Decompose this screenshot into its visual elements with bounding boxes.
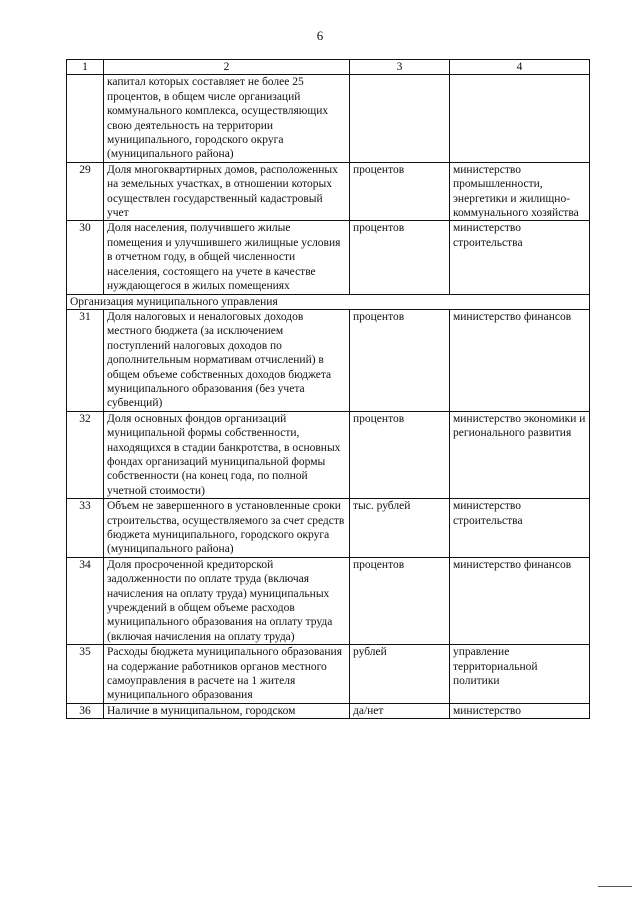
header-col-1: 1: [67, 60, 104, 75]
section-heading: Организация муниципального управления: [67, 294, 590, 309]
responsible-text: управление территориальной политики: [450, 645, 590, 704]
table-row: [67, 557, 590, 644]
footer-rule: [598, 886, 632, 887]
table-row: [67, 411, 590, 498]
indicator-text: капитал которых составляет не более 25 процентов, в общем числе организаций коммунального комплекса, осуществляющих свою деятельность на территории муниципального, городского округа (муниципального района): [104, 75, 350, 162]
table-row: [67, 645, 590, 704]
unit-text: тыс. рублей: [350, 499, 450, 558]
indicator-text: Доля налоговых и неналоговых доходов местного бюджета (за исключением поступлений налоговых доходов по дополнительным нормативам отчислений) в общем объеме собственных доходов бюджета муниципального образования (без учета субвенций): [104, 309, 350, 411]
row-number: 36: [67, 703, 104, 718]
responsible-text: министерство финансов: [450, 557, 590, 644]
row-number: 34: [67, 557, 104, 644]
row-number: 31: [67, 309, 104, 411]
header-col-4: 4: [450, 60, 590, 75]
indicator-text: Доля основных фондов организаций муниципальной формы собственности, находящихся в стадии банкротства, в основных фондах организаций муниципальной формы собственности (на конец года, по полной учетной стоимости): [104, 411, 350, 498]
row-number: [67, 75, 104, 162]
row-number: 35: [67, 645, 104, 704]
row-number: 29: [67, 162, 104, 221]
indicators-table: [66, 59, 590, 719]
row-number: 30: [67, 221, 104, 294]
header-row: [67, 60, 590, 75]
unit-text: процентов: [350, 557, 450, 644]
responsible-text: министерство финансов: [450, 309, 590, 411]
indicator-text: Доля просроченной кредиторской задолженности по оплате труда (включая начисления на оплату труда) муниципальных учреждений в общем объеме расходов муниципального образования на оплату труда (включая начисления на оплату труда): [104, 557, 350, 644]
table-row: [67, 703, 590, 718]
responsible-text: министерство строительства: [450, 221, 590, 294]
indicator-text: Расходы бюджета муниципального образования на содержание работников органов местного самоуправления в расчете на 1 жителя муниципального образования: [104, 645, 350, 704]
responsible-text: министерство: [450, 703, 590, 718]
unit-text: рублей: [350, 645, 450, 704]
unit-text: процентов: [350, 162, 450, 221]
table-row: [67, 309, 590, 411]
unit-text: да/нет: [350, 703, 450, 718]
unit-text: процентов: [350, 411, 450, 498]
indicator-text: Наличие в муниципальном, городском: [104, 703, 350, 718]
responsible-text: министерство строительства: [450, 499, 590, 558]
table-row: [67, 499, 590, 558]
page-number: 6: [316, 28, 324, 43]
header-col-2: 2: [104, 60, 350, 75]
row-number: 32: [67, 411, 104, 498]
indicator-text: Доля многоквартирных домов, расположенных на земельных участках, в отношении которых осуществлен государственный кадастровый учет: [104, 162, 350, 221]
unit-text: [350, 75, 450, 162]
indicator-text: Объем не завершенного в установленные сроки строительства, осуществляемого за счет средств бюджета муниципального, городского округа (муниципального района): [104, 499, 350, 558]
row-number: 33: [67, 499, 104, 558]
unit-text: процентов: [350, 309, 450, 411]
header-col-3: 3: [350, 60, 450, 75]
responsible-text: министерство экономики и регионального развития: [450, 411, 590, 498]
table-row: [67, 221, 590, 294]
section-row: [67, 294, 590, 309]
indicator-text: Доля населения, получившего жилые помещения и улучшившего жилищные условия в отчетном году, в общей численности населения, состоящего на учете в качестве нуждающегося в жилых помещениях: [104, 221, 350, 294]
responsible-text: [450, 75, 590, 162]
table-row: [67, 162, 590, 221]
table-row: [67, 75, 590, 162]
responsible-text: министерство промышленности, энергетики и жилищно-коммунального хозяйства: [450, 162, 590, 221]
unit-text: процентов: [350, 221, 450, 294]
